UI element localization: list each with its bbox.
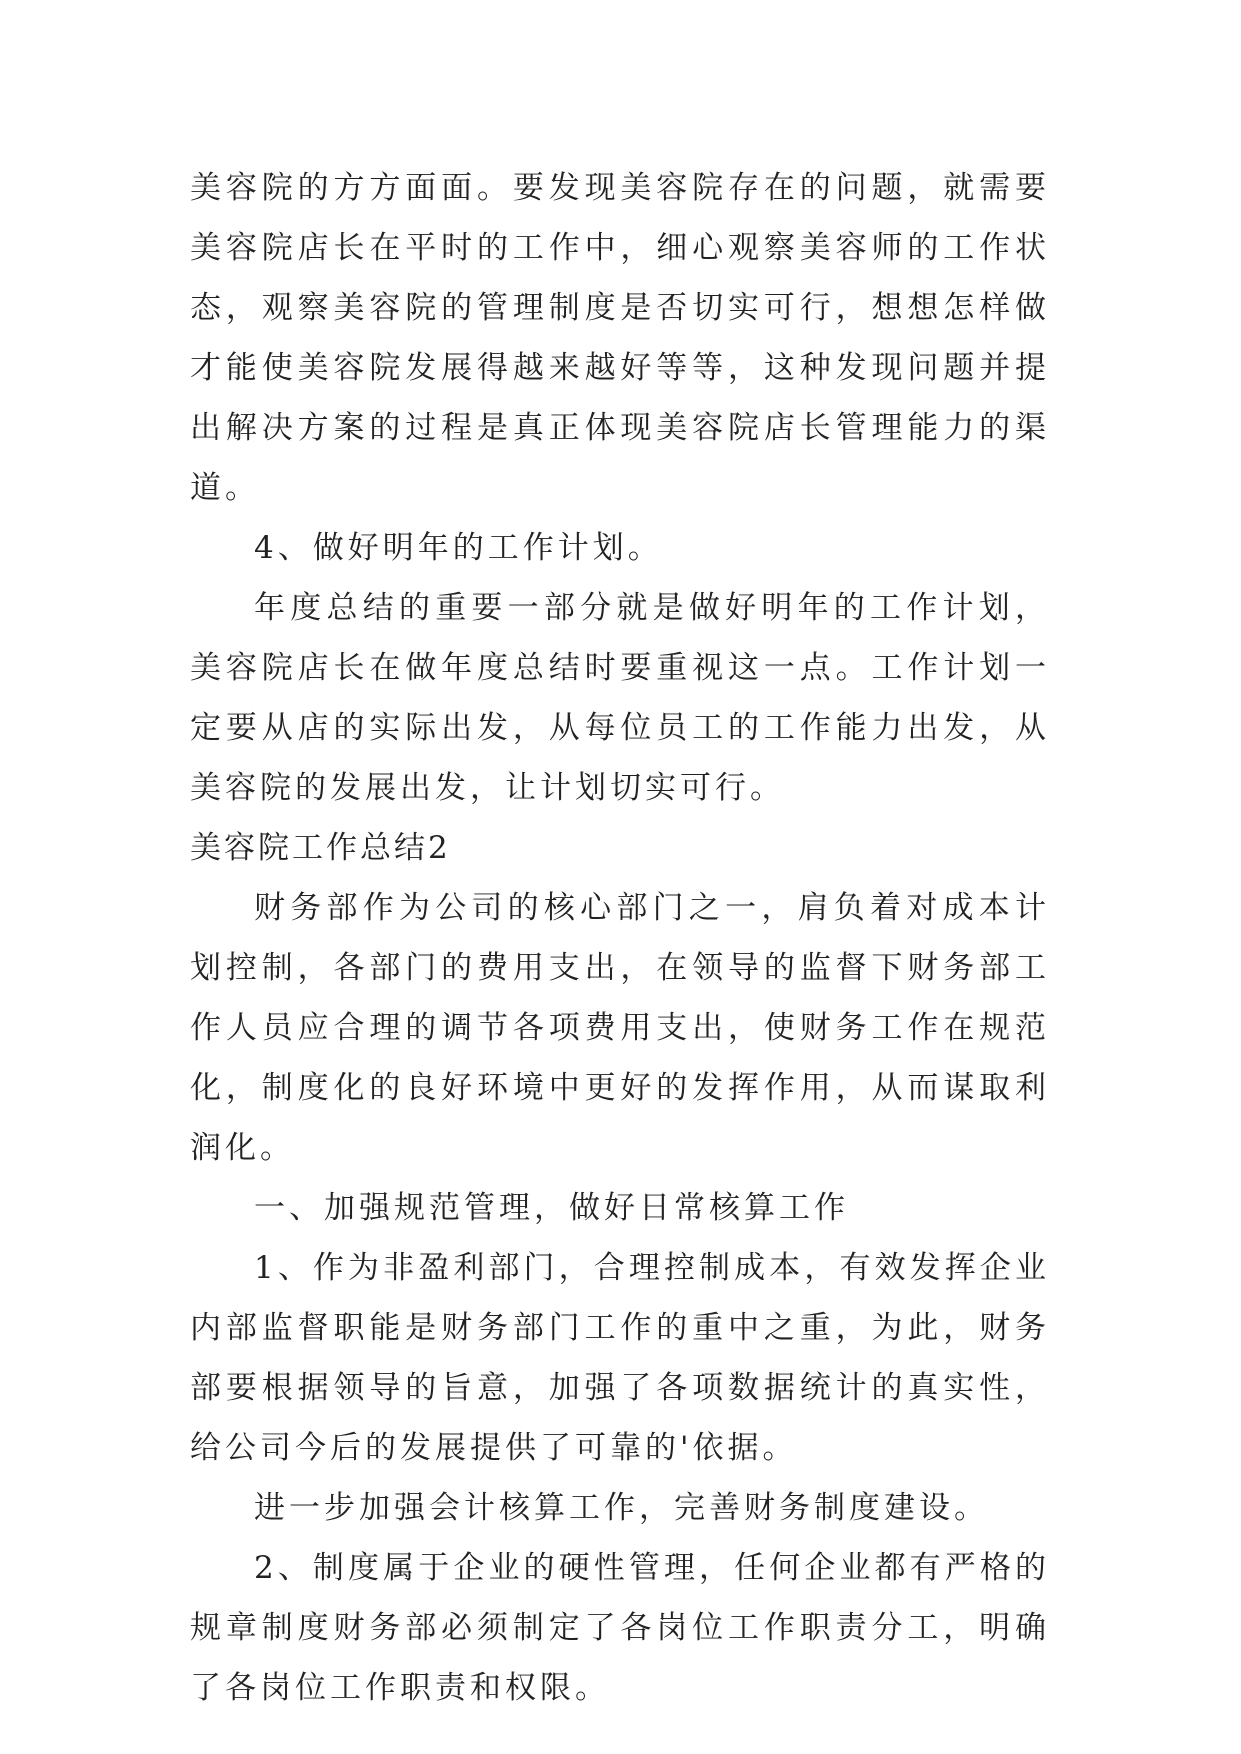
paragraph-section-one-title: 一、加强规范管理，做好日常核算工作 <box>254 1190 849 1226</box>
section-heading: 美容院工作总结2 <box>190 830 451 866</box>
document-body <box>190 158 1050 1718</box>
paragraph-accounting: 进一步加强会计核算工作，完善财务制度建设。 <box>254 1490 989 1526</box>
paragraph-finance-intro: 财务部作为公司的核心部门之一，肩负着对成本计划控制，各部门的费用支出，在领导的监督下财务部工作人员应合理的调节各项费用支出，使财务工作在规范化，制度化的良好环境中更好的发挥作用，从而谋取利润化。 <box>190 890 1050 1166</box>
paragraph-annual-plan: 年度总结的重要一部分就是做好明年的工作计划，美容院店长在做年度总结时要重视这一点。工作计划一定要从店的实际出发，从每位员工的工作能力出发，从美容院的发展出发，让计划切实可行。 <box>190 590 1050 806</box>
paragraph-intro-continuation: 美容院的方方面面。要发现美容院存在的问题，就需要美容院店长在平时的工作中，细心观察美容师的工作状态，观察美容院的管理制度是否切实可行，想想怎样做才能使美容院发展得越来越好等等，这种发现问题并提出解决方案的过程是真正体现美容院店长管理能力的渠道。 <box>190 170 1050 506</box>
paragraph-item-4-title: 4、做好明年的工作计划。 <box>254 530 663 566</box>
paragraph-item-2: 2、制度属于企业的硬性管理，任何企业都有严格的规章制度财务部必须制定了各岗位工作职责分工，明确了各岗位工作职责和权限。 <box>190 1550 1050 1706</box>
paragraph-item-1: 1、作为非盈利部门，合理控制成本，有效发挥企业内部监督职能是财务部门工作的重中之重，为此，财务部要根据领导的旨意，加强了各项数据统计的真实性，给公司今后的发展提供了可靠的'依据。 <box>190 1250 1050 1466</box>
